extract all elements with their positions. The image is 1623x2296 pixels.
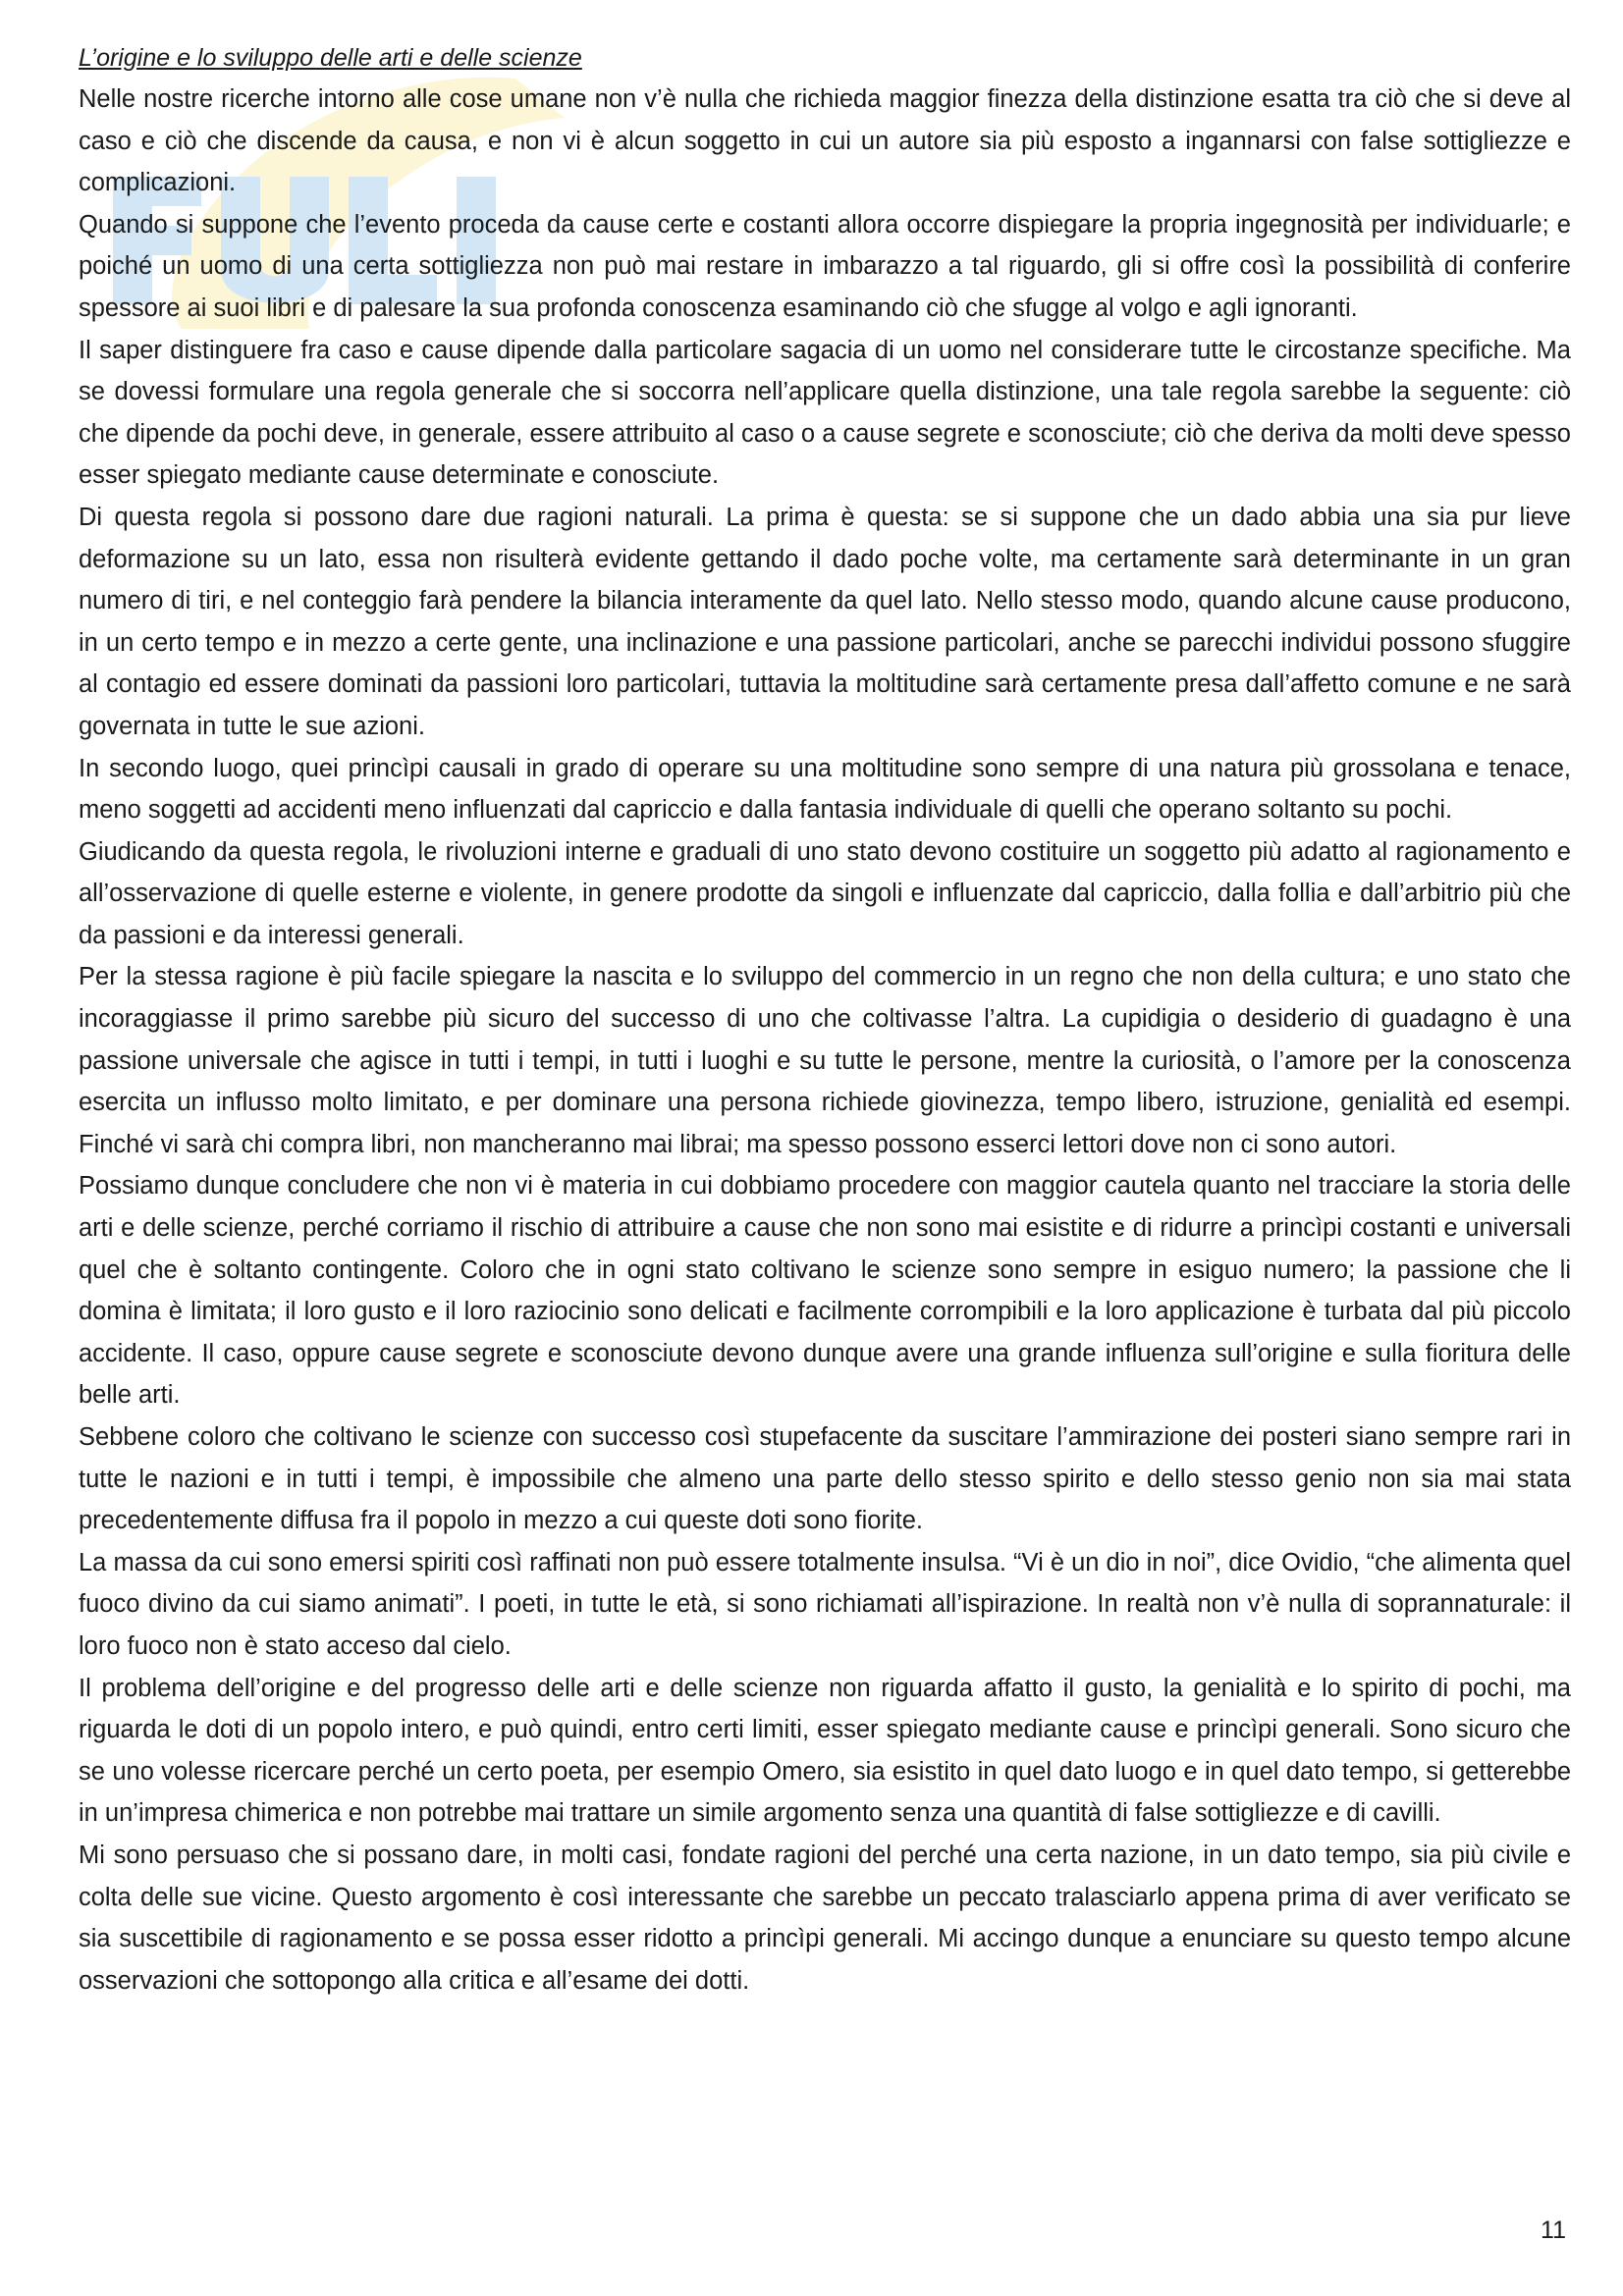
document-title: L’origine e lo sviluppo delle arti e delle scienze [79, 44, 582, 72]
paragraph: Possiamo dunque concludere che non vi è materia in cui dobbiamo procedere con maggior cautela quanto nel tracciare la storia delle arti e delle scienze, perché corriamo il rischio di attribuire a cause che non sono mai esistite e di ridurre a princìpi costanti e universali quel che è soltanto contingente. Coloro che in ogni stato coltivano le scienze sono sempre in esiguo numero; la passione che li domina è limitata; il loro gusto e il loro raziocinio sono delicati e facilmente corrompibili e la loro applicazione è turbata dal più piccolo accidente. Il caso, oppure cause segrete e sconosciute devono dunque avere una grande influenza sull’origine e sulla fioritura delle belle arti. [79, 1172, 1571, 1410]
paragraph: Nelle nostre ricerche intorno alle cose umane non v’è nulla che richieda maggior finezza della distinzione esatta tra ciò che si deve al caso e ciò che discende da causa, e non vi è alcun soggetto in cui un autore sia più esposto a ingannarsi con false sottigliezze e complicazioni. [79, 85, 1571, 197]
paragraph: Giudicando da questa regola, le rivoluzioni interne e graduali di uno stato devono costituire un soggetto più adatto al ragionamento e all’osservazione di quelle esterne e violente, in genere prodotte da singoli e influenzate dal capriccio, dalla follia e dall’arbitrio più che da passioni e da interessi generali. [79, 837, 1571, 949]
page-number: 11 [1541, 2216, 1566, 2244]
paragraph: In secondo luogo, quei princìpi causali in grado di operare su una moltitudine sono sempre di una natura più grossolana e tenace, meno soggetti ad accidenti meno influenzati dal capriccio e dalla fantasia individuale di quelli che operano soltanto su pochi. [79, 754, 1571, 825]
paragraph: Sebbene coloro che coltivano le scienze con successo così stupefacente da suscitare l’ammirazione dei posteri siano sempre rari in tutte le nazioni e in tutti i tempi, è impossibile che almeno una parte dello stesso spirito e dello stesso genio non sia mai stata precedentemente diffusa fra il popolo in mezzo a cui queste doti sono fiorite. [79, 1423, 1571, 1535]
paragraph: La massa da cui sono emersi spiriti così raffinati non può essere totalmente insulsa. “Vi è un dio in noi”, dice Ovidio, “che alimenta quel fuoco divino da cui siamo animati”. I poeti, in tutte le età, si sono richiamati all’ispirazione. In realtà non v’è nulla di soprannaturale: il loro fuoco non è stato acceso dal cielo. [79, 1548, 1571, 1660]
paragraph: Quando si suppone che l’evento proceda da cause certe e costanti allora occorre dispiegare la propria ingegnosità per individuarle; e poiché un uomo di una certa sottigliezza non può mai restare in imbarazzo a tal riguardo, gli si offre così la possibilità di conferire spessore ai suoi libri e di palesare la sua profonda conoscenza esaminando ciò che sfugge al volgo e agli ignoranti. [79, 210, 1571, 322]
paragraph: Di questa regola si possono dare due ragioni naturali. La prima è questa: se si suppone che un dado abbia una sia pur lieve deformazione su un lato, essa non risulterà evidente gettando il dado poche volte, ma certamente sarà determinante in un gran numero di tiri, e nel conteggio farà pendere la bilancia interamente da quel lato. Nello stesso modo, quando alcune cause producono, in un certo tempo e in mezzo a certe gente, una inclinazione e una passione particolari, anche se parecchi individui possono sfuggire al contagio ed essere dominati da passioni loro particolari, tuttavia la moltitudine sarà certamente presa dall’affetto comune e ne sarà governata in tutte le sue azioni. [79, 503, 1571, 740]
paragraph: Per la stessa ragione è più facile spiegare la nascita e lo sviluppo del commercio in un regno che non della cultura; e uno stato che incoraggiasse il primo sarebbe più sicuro del successo di uno che coltivasse l’altra. La cupidigia o desiderio di guadagno è una passione universale che agisce in tutti i tempi, in tutti i luoghi e su tutte le persone, mentre la curiosità, o l’amore per la conoscenza esercita un influsso molto limitato, e per dominare una persona richiede giovinezza, tempo libero, istruzione, genialità ed esempi. Finché vi sarà chi compra libri, non mancheranno mai librai; ma spesso possono esserci lettori dove non ci sono autori. [79, 963, 1571, 1158]
paragraph: Il saper distinguere fra caso e cause dipende dalla particolare sagacia di un uomo nel considerare tutte le circostanze specifiche. Ma se dovessi formulare una regola generale che si soccorra nell’applicare quella distinzione, una tale regola sarebbe la seguente: ciò che dipende da pochi deve, in generale, essere attribuito al caso o a cause segrete e sconosciute; ciò che deriva da molti deve spesso esser spiegato mediante cause determinate e conosciute. [79, 336, 1571, 490]
paragraph: Mi sono persuaso che si possano dare, in molti casi, fondate ragioni del perché una certa nazione, in un dato tempo, sia più civile e colta delle sue vicine. Questo argomento è così interessante che sarebbe un peccato tralasciarlo appena prima di aver verificato se sia suscettibile di ragionamento e se possa esser ridotto a princìpi generali. Mi accingo dunque a enunciare su questo tempo alcune osservazioni che sottopongo alla critica e all’esame dei dotti. [79, 1841, 1571, 1995]
document-body [79, 37, 1571, 2002]
paragraph: Il problema dell’origine e del progresso delle arti e delle scienze non riguarda affatto il gusto, la genialità e lo spirito di pochi, ma riguarda le doti di un popolo intero, e può quindi, entro certi limiti, esser spiegato mediante cause e princìpi generali. Sono sicuro che se uno volesse ricercare perché un certo poeta, per esempio Omero, sia esistito in quel dato luogo e in quel dato tempo, si getterebbe in un’impresa chimerica e non potrebbe mai trattare un simile argomento senza una quantità di false sottigliezze e di cavilli. [79, 1674, 1571, 1828]
